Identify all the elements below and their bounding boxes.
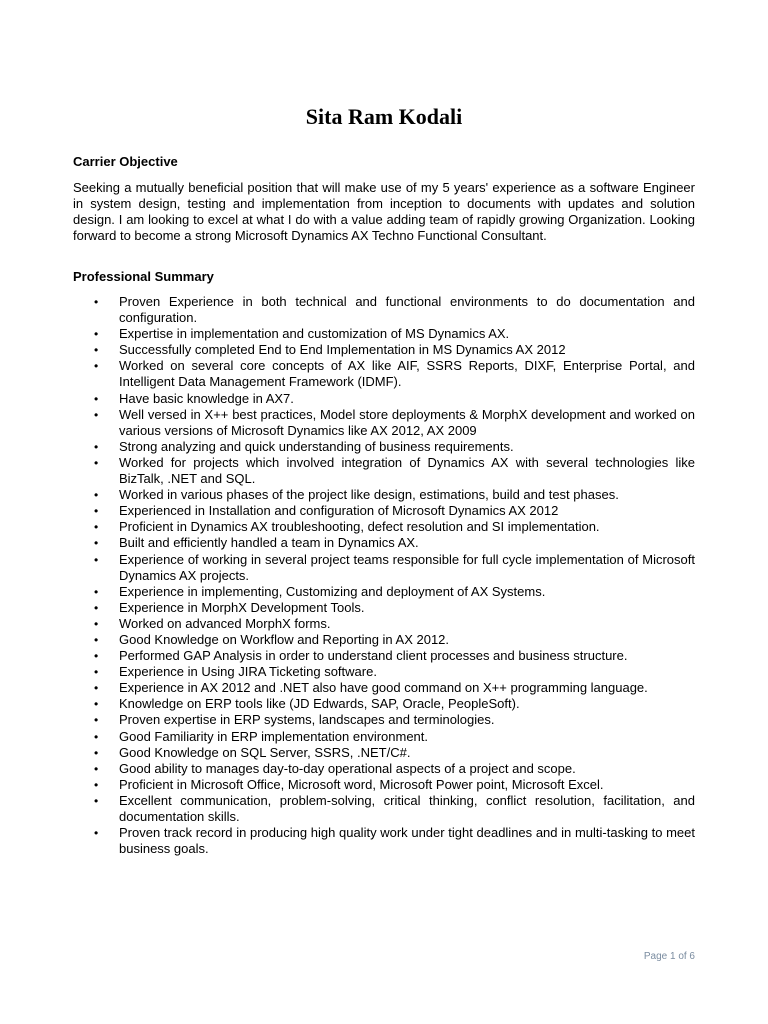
bullet-icon: • <box>94 777 99 792</box>
summary-list-item <box>73 342 695 358</box>
summary-list-item <box>73 439 695 455</box>
summary-item-text: Have basic knowledge in AX7. <box>119 390 294 406</box>
summary-list-item <box>73 584 695 600</box>
summary-list-item <box>73 294 695 326</box>
summary-item-text: Good Familiarity in ERP implementation environment. <box>119 728 429 744</box>
summary-list-item <box>73 648 695 664</box>
bullet-icon: • <box>94 584 99 599</box>
summary-item-text: Worked in various phases of the project like design, estimations, build and test phases. <box>119 487 619 503</box>
summary-item-text: Experience in Using JIRA Ticketing software. <box>119 664 377 680</box>
summary-list-item <box>73 519 695 535</box>
summary-item-text: Proven expertise in ERP systems, landscapes and terminologies. <box>119 712 495 728</box>
summary-list-item <box>73 712 695 728</box>
bullet-icon: • <box>94 295 99 309</box>
summary-list-item <box>73 358 695 390</box>
summary-item-text: Knowledge on ERP tools like (JD Edwards, SAP, Oracle, PeopleSoft). <box>119 696 520 712</box>
bullet-icon: • <box>94 455 99 470</box>
summary-item-text: Worked on advanced MorphX forms. <box>119 615 331 631</box>
summary-item-text: Experienced in Installation and configuration of Microsoft Dynamics AX 2012 <box>119 503 559 519</box>
summary-item-text: Proven Experience in both technical and functional environments to do documentation and configuration. <box>119 294 695 326</box>
page-number: Page 1 of 6 <box>643 951 695 962</box>
summary-item-text: Proven track record in producing high quality work under tight deadlines and in multi-tasking to meet business goals. <box>119 825 695 857</box>
summary-list-item <box>73 600 695 616</box>
summary-list-item <box>73 455 695 487</box>
summary-item-text: Good ability to manages day-to-day operational aspects of a project and scope. <box>119 760 576 776</box>
bullet-icon: • <box>94 391 99 406</box>
bullet-icon: • <box>94 600 99 615</box>
summary-item-text: Proficient in Microsoft Office, Microsoft word, Microsoft Power point, Microsoft Excel. <box>119 776 604 792</box>
summary-item-text: Experience in MorphX Development Tools. <box>119 599 365 615</box>
bullet-icon: • <box>94 697 99 712</box>
bullet-icon: • <box>94 616 99 631</box>
summary-list-item <box>73 535 695 551</box>
summary-list-item <box>73 680 695 696</box>
bullet-icon: • <box>94 536 99 551</box>
bullet-icon: • <box>94 761 99 776</box>
bullet-icon: • <box>94 488 99 503</box>
summary-item-text: Good Knowledge on SQL Server, SSRS, .NET/C#. <box>119 744 411 760</box>
summary-item-text: Built and efficiently handled a team in Dynamics AX. <box>119 535 419 551</box>
summary-list-item <box>73 825 695 857</box>
objective-text: Seeking a mutually beneficial position that will make use of my 5 years' experience as a software Engineer in system design, testing and implementation from inception to documents with updates and solution design. I am looking to excel at what I do with a value adding team of rapidly growing Organization. Looking forward to become a strong Microsoft Dynamics AX Techno Functional Consultant. <box>73 180 695 243</box>
summary-list-item <box>73 761 695 777</box>
summary-list-item <box>73 664 695 680</box>
bullet-icon: • <box>94 439 99 454</box>
bullet-icon: • <box>94 343 99 358</box>
summary-list-item <box>73 696 695 712</box>
summary-list-item <box>73 632 695 648</box>
bullet-icon: • <box>94 504 99 519</box>
bullet-icon: • <box>94 552 99 567</box>
summary-list-item <box>73 552 695 584</box>
summary-item-text: Successfully completed End to End Implementation in MS Dynamics AX 2012 <box>119 342 566 358</box>
bullet-icon: • <box>94 359 99 374</box>
summary-list-item <box>73 729 695 745</box>
summary-list-item <box>73 793 695 825</box>
summary-list-item <box>73 487 695 503</box>
summary-item-text: Proficient in Dynamics AX troubleshooting, defect resolution and SI implementation. <box>119 519 600 535</box>
summary-item-text: Worked on several core concepts of AX like AIF, SSRS Reports, DIXF, Enterprise Portal, and Intelligent Data Management Framework (IDMF). <box>119 358 695 390</box>
summary-item-text: Performed GAP Analysis in order to understand client processes and business structure. <box>119 648 628 664</box>
summary-list <box>73 294 695 857</box>
bullet-icon: • <box>94 632 99 647</box>
summary-item-text: Excellent communication, problem-solving, critical thinking, conflict resolution, facilitation, and documentation skills. <box>119 792 695 824</box>
bullet-icon: • <box>94 729 99 744</box>
bullet-icon: • <box>94 649 99 664</box>
summary-list-item <box>73 503 695 519</box>
summary-item-text: Expertise in implementation and customization of MS Dynamics AX. <box>119 326 510 342</box>
summary-heading: Professional Summary <box>73 269 214 284</box>
summary-list-item <box>73 326 695 342</box>
bullet-icon: • <box>94 520 99 535</box>
summary-list-item <box>73 407 695 439</box>
bullet-icon: • <box>94 745 99 760</box>
bullet-icon: • <box>94 327 99 342</box>
summary-item-text: Experience of working in several project teams responsible for full cycle implementation of Microsoft Dynamics AX projects. <box>119 551 695 583</box>
summary-item-text: Worked for projects which involved integration of Dynamics AX with several technologies like BizTalk, .NET and SQL. <box>119 454 695 487</box>
summary-item-text: Strong analyzing and quick understanding of business requirements. <box>119 438 514 454</box>
summary-item-text: Good Knowledge on Workflow and Reporting in AX 2012. <box>119 631 450 647</box>
summary-item-text: Experience in implementing, Customizing and deployment of AX Systems. <box>119 583 546 599</box>
summary-item-text: Well versed in X++ best practices, Model store deployments & MorphX development and worked on various versions of Microsoft Dynamics like AX 2012, AX 2009 <box>119 406 695 438</box>
bullet-icon: • <box>94 407 99 422</box>
bullet-icon: • <box>94 826 99 841</box>
summary-list-item <box>73 777 695 793</box>
summary-list-item <box>73 391 695 407</box>
resume-name: Sita Ram Kodali <box>305 104 463 129</box>
summary-list-item <box>73 616 695 632</box>
objective-heading: Carrier Objective <box>73 154 178 169</box>
bullet-icon: • <box>94 681 99 696</box>
bullet-icon: • <box>94 713 99 728</box>
bullet-icon: • <box>94 793 99 808</box>
summary-item-text: Experience in AX 2012 and .NET also have good command on X++ programming language. <box>119 680 648 696</box>
summary-list-item <box>73 745 695 761</box>
bullet-icon: • <box>94 665 99 680</box>
